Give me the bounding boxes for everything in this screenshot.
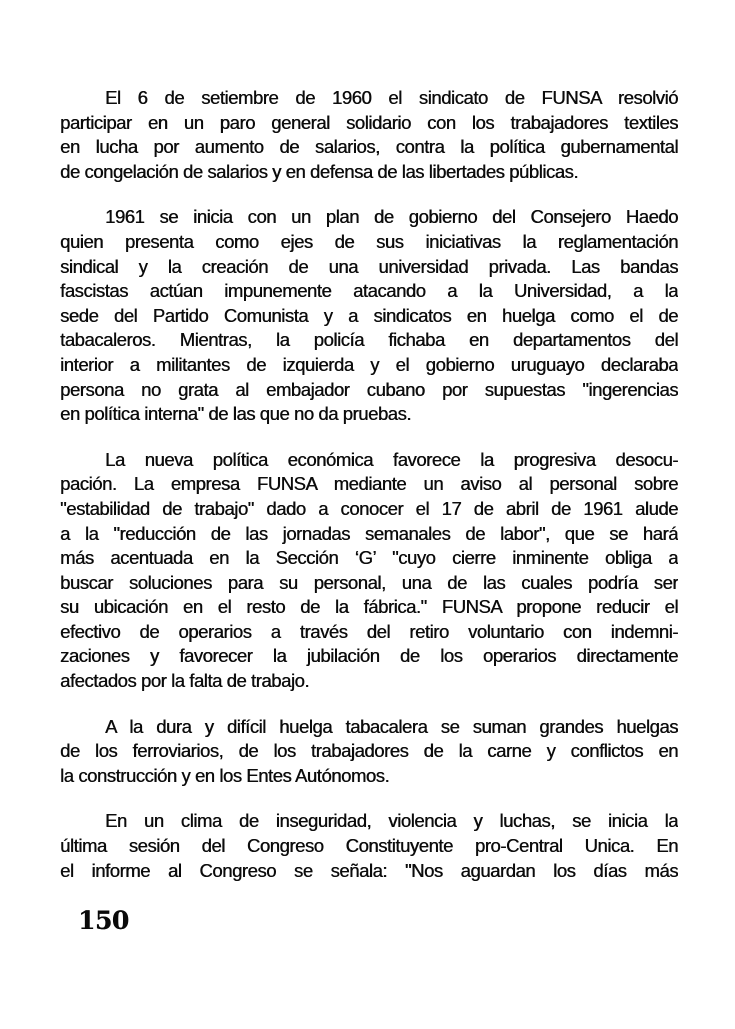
body-text: [60, 86, 678, 904]
text-line: A la dura y difícil huelga tabacalera se suman grandes huelgas: [105, 715, 678, 737]
text-line: participar en un paro general solidario con los trabajadores textiles: [60, 111, 678, 133]
text-line: tabacaleros. Mientras, la policía fichaba en departamentos del: [60, 329, 678, 351]
text-line: última sesión del Congreso Constituyente pro-Central Unica. En: [60, 835, 678, 857]
text-line: persona no grata al embajador cubano por supuestas "ingerencias: [60, 378, 678, 400]
text-line: su ubicación en el resto de la fábrica." FUNSA propone reducir el: [60, 596, 678, 618]
text-line: de congelación de salarios y en defensa de las libertades públicas.: [60, 160, 579, 182]
paragraph: [60, 715, 678, 789]
paragraph: [60, 205, 678, 426]
text-line: en lucha por aumento de salarios, contra la política gubernamental: [60, 136, 678, 158]
text-line: más acentuada en la Sección ‘G’ "cuyo cierre inminente obliga a: [60, 547, 678, 569]
text-line: zaciones y favorecer la jubilación de los operarios directamente: [60, 645, 678, 667]
text-line: interior a militantes de izquierda y el gobierno uruguayo declaraba: [60, 353, 678, 375]
text-line: en política interna" de las que no da pruebas.: [60, 403, 411, 425]
text-line: buscar soluciones para su personal, una de las cuales podría ser: [60, 571, 678, 593]
text-line: El 6 de setiembre de 1960 el sindicato de FUNSA resolvió: [105, 87, 678, 108]
paragraph: [60, 448, 678, 694]
text-line: efectivo de operarios a través del retiro voluntario con indemni-: [60, 620, 678, 642]
text-line: "estabilidad de trabajo" dado a conocer el 17 de abril de 1961 alude: [60, 497, 678, 519]
text-line: 1961 se inicia con un plan de gobierno del Consejero Haedo: [105, 206, 678, 228]
text-line: el informe al Congreso se señala: "Nos aguardan los días más: [60, 859, 678, 881]
text-line: sede del Partido Comunista y a sindicatos en huelga como el de: [60, 304, 678, 326]
text-line: la construcción y en los Entes Autónomos.: [60, 764, 390, 786]
text-line: sindical y la creación de una universidad privada. Las bandas: [60, 255, 678, 277]
paragraph: [60, 809, 678, 883]
text-line: fascistas actúan impunemente atacando a la Universidad, a la: [60, 280, 678, 302]
text-line: afectados por la falta de trabajo.: [60, 670, 310, 692]
text-line: pación. La empresa FUNSA mediante un aviso al personal sobre: [60, 473, 678, 495]
paragraph: [60, 86, 678, 184]
text-line: a la "reducción de las jornadas semanales de labor", que se hará: [60, 522, 678, 544]
page-number: 150: [78, 906, 129, 935]
text-line: La nueva política económica favorece la progresiva desocu-: [105, 448, 678, 470]
text-line: En un clima de inseguridad, violencia y luchas, se inicia la: [105, 810, 678, 832]
text-line: de los ferroviarios, de los trabajadores de la carne y conflictos en: [60, 740, 678, 762]
text-line: quien presenta como ejes de sus iniciativas la reglamentación: [60, 230, 678, 252]
